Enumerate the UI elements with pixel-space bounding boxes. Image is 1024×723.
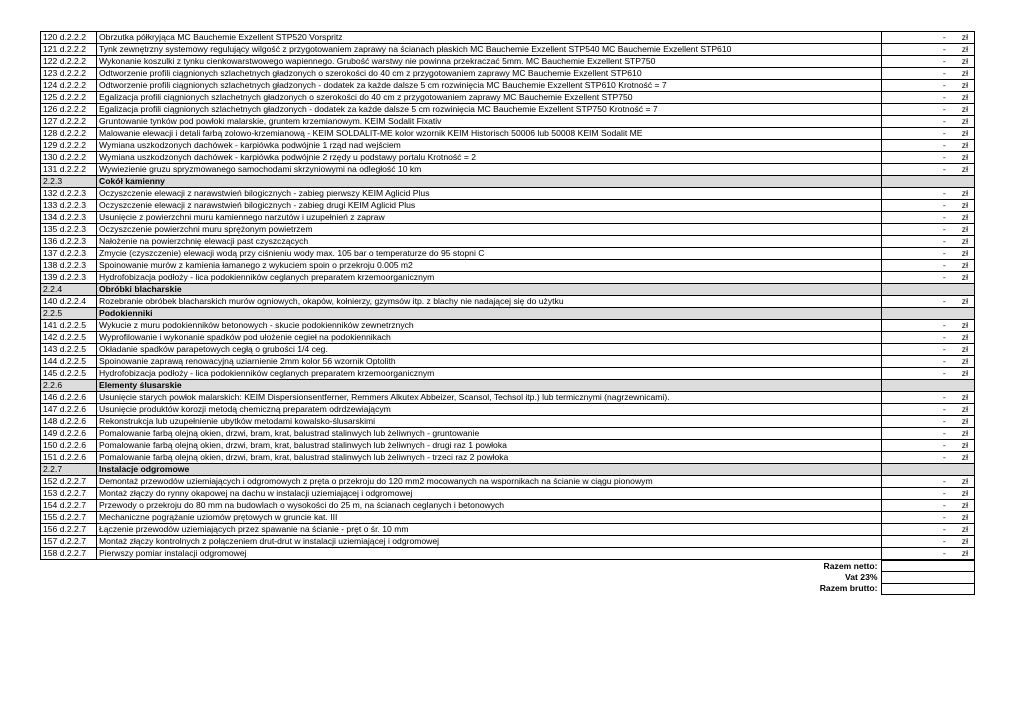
price-cell (882, 32, 975, 44)
price-cell (882, 152, 975, 164)
section-title: Cokół kamienny (97, 176, 882, 188)
price-value: - (942, 260, 946, 270)
price-value: - (942, 404, 946, 414)
price-cell (882, 512, 975, 524)
table-row (41, 512, 975, 524)
currency-label: zł (961, 32, 968, 42)
item-description: Hydrofobizacja podłoży - lica podokienników ceglanych preparatem krzemoorganicznym (97, 368, 882, 380)
table-row (41, 344, 975, 356)
price-cell (882, 188, 975, 200)
section-price-cell (882, 284, 975, 296)
price-cell (882, 320, 975, 332)
item-number: 129 d.2.2.2 (41, 140, 97, 152)
table-row (41, 56, 975, 68)
price-cell (882, 500, 975, 512)
item-description: Obrzutka półkryjąca MC Bauchemie Exzellent STP520 Vorspritz (97, 32, 882, 44)
price-value: - (942, 164, 946, 174)
section-title: Instalacje odgromowe (97, 464, 882, 476)
currency-label: zł (961, 524, 968, 534)
item-description: Okładanie spadków parapetowych cegłą o grubości 1/4 ceg. (97, 344, 882, 356)
price-cell (882, 236, 975, 248)
table-row (41, 224, 975, 236)
table-row (41, 404, 975, 416)
price-value: - (942, 368, 946, 378)
currency-label: zł (961, 428, 968, 438)
item-description: Wymiana uszkodzonych dachówek - karpiówka podwójnie 1 rząd nad wejściem (97, 140, 882, 152)
cost-estimate-sheet (40, 31, 974, 594)
price-cell (882, 536, 975, 548)
table-row (41, 212, 975, 224)
item-number: 147 d.2.2.6 (41, 404, 97, 416)
table-row (41, 164, 975, 176)
item-description: Egalizacja profili ciągnionych szlachetnych gładzonych o szerokości do 40 cm z przygotowaniem zaprawy MC Bauchemie Exzellent STP750 (97, 92, 882, 104)
currency-label: zł (961, 92, 968, 102)
currency-label: zł (961, 500, 968, 510)
price-cell (882, 212, 975, 224)
price-cell (882, 404, 975, 416)
table-row (41, 236, 975, 248)
price-cell (882, 488, 975, 500)
item-number: 151 d.2.2.6 (41, 452, 97, 464)
item-description: Pierwszy pomiar instalacji odgromowej (97, 548, 882, 560)
item-description: Egalizacja profili ciągnionych szlachetnych gładzonych - dodatek za każde dalsze 5 cm rozwinięcia MC Bauchemie Exzellent STP750 Krotność = 7 (97, 104, 882, 116)
price-value: - (942, 92, 946, 102)
table-row (41, 488, 975, 500)
item-number: 135 d.2.2.3 (41, 224, 97, 236)
price-value: - (942, 152, 946, 162)
price-value: - (942, 524, 946, 534)
price-cell (882, 128, 975, 140)
currency-label: zł (961, 56, 968, 66)
price-cell (882, 452, 975, 464)
item-description: Łączenie przewodów uziemiających przez spawanie na ścianie - pręt o śr. 10 mm (97, 524, 882, 536)
table-row (41, 536, 975, 548)
price-value: - (942, 32, 946, 42)
table-row (41, 320, 975, 332)
price-value: - (942, 488, 946, 498)
table-row (41, 44, 975, 56)
item-description: Montaż złączy do rynny okapowej na dachu w instalacji uziemiającej i odgromowej (97, 488, 882, 500)
item-description: Zmycie (czyszczenie) elewacji wodą przy ciśnieniu wody max. 105 bar o temperaturze do 95 stopni C (97, 248, 882, 260)
price-value: - (942, 416, 946, 426)
price-cell (882, 44, 975, 56)
totals-label: Vat 23% (845, 572, 878, 583)
currency-label: zł (961, 212, 968, 222)
item-number: 145 d.2.2.5 (41, 368, 97, 380)
price-value: - (942, 440, 946, 450)
currency-label: zł (961, 368, 968, 378)
price-value: - (942, 296, 946, 306)
price-cell (882, 416, 975, 428)
price-cell (882, 476, 975, 488)
price-cell (882, 368, 975, 380)
item-number: 142 d.2.2.5 (41, 332, 97, 344)
section-price-cell (882, 464, 975, 476)
item-number: 132 d.2.2.3 (41, 188, 97, 200)
item-description: Tynk zewnętrzny systemowy regulujący wilgość z przygotowaniem zaprawy na ścianach płaskich MC Bauchemie Exzellent STP540 MC Bauchemie Exzellent STP610 (97, 44, 882, 56)
price-value: - (942, 104, 946, 114)
currency-label: zł (961, 476, 968, 486)
item-number: 150 d.2.2.6 (41, 440, 97, 452)
section-row (41, 380, 975, 392)
currency-label: zł (961, 248, 968, 258)
price-value: - (942, 512, 946, 522)
table-row (41, 260, 975, 272)
price-cell (882, 272, 975, 284)
item-number: 120 d.2.2.2 (41, 32, 97, 44)
table-row (41, 368, 975, 380)
currency-label: zł (961, 296, 968, 306)
item-number: 123 d.2.2.2 (41, 68, 97, 80)
table-row (41, 548, 975, 560)
item-number: 154 d.2.2.7 (41, 500, 97, 512)
table-row (41, 128, 975, 140)
cost-estimate-table (40, 31, 975, 560)
currency-label: zł (961, 344, 968, 354)
table-row (41, 188, 975, 200)
price-cell (882, 224, 975, 236)
item-description: Odtworzenie profili ciągnionych szlachetnych gładzonych o szerokości do 40 cm z przygotowaniem zaprawy MC Bauchemie Exzellent STP610 (97, 68, 882, 80)
totals-row (40, 583, 974, 594)
item-number: 149 d.2.2.6 (41, 428, 97, 440)
item-description: Nałożenie na powierzchnię elewacji past czyszczących (97, 236, 882, 248)
item-number: 153 d.2.2.7 (41, 488, 97, 500)
price-value: - (942, 128, 946, 138)
currency-label: zł (961, 44, 968, 54)
section-row (41, 176, 975, 188)
price-cell (882, 392, 975, 404)
price-cell (882, 248, 975, 260)
item-number: 121 d.2.2.2 (41, 44, 97, 56)
item-number: 138 d.2.2.3 (41, 260, 97, 272)
currency-label: zł (961, 104, 968, 114)
table-row (41, 476, 975, 488)
price-cell (882, 200, 975, 212)
price-value: - (942, 548, 946, 558)
price-cell (882, 356, 975, 368)
item-description: Oczyszczenie powierzchni muru sprężonym powietrzem (97, 224, 882, 236)
table-row (41, 104, 975, 116)
table-row (41, 524, 975, 536)
currency-label: zł (961, 140, 968, 150)
totals-row (40, 561, 974, 572)
currency-label: zł (961, 272, 968, 282)
price-cell (882, 116, 975, 128)
section-row (41, 308, 975, 320)
price-value: - (942, 272, 946, 282)
item-description: Wykucie z muru podokienników betonowych - skucie podokienników zewnetrznych (97, 320, 882, 332)
item-description: Spoinowanie zaprawą renowacyjną uziarnienie 2mm kolor 56 wzornik Optolith (97, 356, 882, 368)
price-cell (882, 548, 975, 560)
section-number: 2.2.7 (41, 464, 97, 476)
table-row (41, 92, 975, 104)
item-description: Usunięcie z powierzchni muru kamiennego narzutów i uzupełnień z zapraw (97, 212, 882, 224)
section-price-cell (882, 308, 975, 320)
item-description: Malowanie elewacji i detali farbą zolowo-krzemianową - KEIM SOLDALIT-ME kolor wzornik KEIM Historisch 50006 lub 50008 KEIM Sodalit ME (97, 128, 882, 140)
price-cell (882, 80, 975, 92)
price-value: - (942, 536, 946, 546)
price-value: - (942, 188, 946, 198)
section-number: 2.2.6 (41, 380, 97, 392)
item-description: Pomalowanie farbą olejną okien, drzwi, bram, krat, balustrad stalinwych lub żeliwnych - drugi raz 1 powłoka (97, 440, 882, 452)
section-title: Elementy ślusarskie (97, 380, 882, 392)
currency-label: zł (961, 452, 968, 462)
totals-value-box (881, 583, 974, 594)
currency-label: zł (961, 356, 968, 366)
price-value: - (942, 236, 946, 246)
item-number: 140 d.2.2.4 (41, 296, 97, 308)
table-row (41, 500, 975, 512)
item-number: 139 d.2.2.3 (41, 272, 97, 284)
price-value: - (942, 344, 946, 354)
item-number: 131 d.2.2.2 (41, 164, 97, 176)
price-cell (882, 332, 975, 344)
price-value: - (942, 224, 946, 234)
item-description: Spoinowanie murów z kamienia łamanego z wykuciem spoin o przekroju 0.005 m2 (97, 260, 882, 272)
price-cell (882, 428, 975, 440)
totals-label: Razem netto: (823, 560, 878, 571)
table-row (41, 152, 975, 164)
price-value: - (942, 44, 946, 54)
price-cell (882, 524, 975, 536)
item-number: 136 d.2.2.3 (41, 236, 97, 248)
item-description: Pomalowanie farbą olejną okien, drzwi, bram, krat, balustrad stalinwych lub żeliwnych - gruntowanie (97, 428, 882, 440)
price-cell (882, 68, 975, 80)
section-title: Podokienniki (97, 308, 882, 320)
table-row (41, 356, 975, 368)
price-value: - (942, 56, 946, 66)
currency-label: zł (961, 164, 968, 174)
item-number: 125 d.2.2.2 (41, 92, 97, 104)
price-cell (882, 140, 975, 152)
item-description: Odtworzenie profili ciągnionych szlachetnych gładzonych - dodatek za każde dalsze 5 cm rozwinięcia MC Bauchemie Exzellent STP610 Krotność = 7 (97, 80, 882, 92)
section-price-cell (882, 380, 975, 392)
currency-label: zł (961, 236, 968, 246)
item-description: Wymiana uszkodzonych dachówek - karpiówka podwójnie 2 rzędy u podstawy portalu Krotność = 2 (97, 152, 882, 164)
table-row (41, 392, 975, 404)
item-number: 141 d.2.2.5 (41, 320, 97, 332)
item-number: 133 d.2.2.3 (41, 200, 97, 212)
table-row (41, 80, 975, 92)
price-value: - (942, 392, 946, 402)
price-value: - (942, 212, 946, 222)
item-number: 127 d.2.2.2 (41, 116, 97, 128)
item-number: 143 d.2.2.5 (41, 344, 97, 356)
table-row (41, 68, 975, 80)
price-cell (882, 344, 975, 356)
currency-label: zł (961, 188, 968, 198)
currency-label: zł (961, 512, 968, 522)
price-value: - (942, 80, 946, 90)
price-cell (882, 260, 975, 272)
currency-label: zł (961, 128, 968, 138)
table-row (41, 296, 975, 308)
section-row (41, 284, 975, 296)
price-value: - (942, 140, 946, 150)
currency-label: zł (961, 416, 968, 426)
currency-label: zł (961, 200, 968, 210)
price-cell (882, 104, 975, 116)
item-description: Wywiezienie gruzu spryzmowanego samochodami skrzyniowymi na odległość 10 km (97, 164, 882, 176)
item-number: 128 d.2.2.2 (41, 128, 97, 140)
price-value: - (942, 116, 946, 126)
item-description: Pomalowanie farbą olejną okien, drzwi, bram, krat, balustrad stalinwych lub żeliwnych - trzeci raz 2 powłoka (97, 452, 882, 464)
section-price-cell (882, 176, 975, 188)
section-row (41, 464, 975, 476)
item-number: 144 d.2.2.5 (41, 356, 97, 368)
item-description: Demontaż przewodów uziemiających i odgromowych z pręta o przekroju do 120 mm2 mocowanych na wspornikach na ścianie w ciągu pionowym (97, 476, 882, 488)
section-number: 2.2.4 (41, 284, 97, 296)
price-value: - (942, 452, 946, 462)
totals-row (40, 572, 974, 583)
item-number: 126 d.2.2.2 (41, 104, 97, 116)
currency-label: zł (961, 332, 968, 342)
item-description: Rekonstrukcja lub uzupełnienie ubytków metodami kowalsko-ślusarskimi (97, 416, 882, 428)
item-number: 124 d.2.2.2 (41, 80, 97, 92)
table-row (41, 416, 975, 428)
price-value: - (942, 248, 946, 258)
table-row (41, 116, 975, 128)
currency-label: zł (961, 392, 968, 402)
item-number: 146 d.2.2.6 (41, 392, 97, 404)
item-description: Rozebranie obróbek blacharskich murów ogniowych, okapów, kołnierzy, gzymsów itp. z blachy nie nadającej się do użytku (97, 296, 882, 308)
item-number: 155 d.2.2.7 (41, 512, 97, 524)
currency-label: zł (961, 260, 968, 270)
item-number: 158 d.2.2.7 (41, 548, 97, 560)
currency-label: zł (961, 548, 968, 558)
price-cell (882, 56, 975, 68)
item-number: 152 d.2.2.7 (41, 476, 97, 488)
section-number: 2.2.5 (41, 308, 97, 320)
price-value: - (942, 476, 946, 486)
currency-label: zł (961, 488, 968, 498)
currency-label: zł (961, 152, 968, 162)
totals-value-box (881, 572, 974, 583)
price-value: - (942, 320, 946, 330)
totals-label: Razem brutto: (819, 583, 878, 594)
item-description: Hydrofobizacja podłoży - lica podokienników ceglanych preparatem krzemoorganicznym (97, 272, 882, 284)
price-value: - (942, 332, 946, 342)
price-value: - (942, 356, 946, 366)
table-row (41, 32, 975, 44)
item-description: Oczyszczenie elewacji z narawstwień bilogicznych - zabieg drugi KEIM Aglicid Plus (97, 200, 882, 212)
price-cell (882, 164, 975, 176)
currency-label: zł (961, 404, 968, 414)
table-row (41, 272, 975, 284)
totals-value-box (881, 561, 974, 572)
price-value: - (942, 428, 946, 438)
currency-label: zł (961, 68, 968, 78)
table-row (41, 200, 975, 212)
section-number: 2.2.3 (41, 176, 97, 188)
table-row (41, 428, 975, 440)
price-cell (882, 296, 975, 308)
item-number: 134 d.2.2.3 (41, 212, 97, 224)
item-description: Przewody o przekroju do 80 mm na budowlach o wysokości do 25 m, na ścianach ceglanych i betonowych (97, 500, 882, 512)
item-number: 148 d.2.2.6 (41, 416, 97, 428)
currency-label: zł (961, 320, 968, 330)
price-cell (882, 440, 975, 452)
item-description: Wykonanie koszulki z tynku cienkowarstwowego wapiennego. Grubość warstwy nie powinna przekraczać 5mm. MC Bauchemie Exzellent STP750 (97, 56, 882, 68)
currency-label: zł (961, 440, 968, 450)
item-description: Oczyszczenie elewacji z narawstwień bilogicznych - zabieg pierwszy KEIM Aglicid Plus (97, 188, 882, 200)
item-description: Mechaniczne pogrążanie uziomów prętowych w gruncie kat. III (97, 512, 882, 524)
item-number: 157 d.2.2.7 (41, 536, 97, 548)
item-description: Usunięcie produktów korozji metodą chemiczną preparatem odrdzewiającym (97, 404, 882, 416)
item-number: 156 d.2.2.7 (41, 524, 97, 536)
item-description: Wyprofilowanie i wykonanie spadków pod ułożenie cegieł na podokiennikach (97, 332, 882, 344)
item-number: 130 d.2.2.2 (41, 152, 97, 164)
section-title: Obróbki blacharskie (97, 284, 882, 296)
table-row (41, 452, 975, 464)
totals-table (40, 560, 975, 595)
item-description: Montaż złączy kontrolnych z połączeniem drut-drut w instalacji uziemiającej i odgromowej (97, 536, 882, 548)
item-number: 122 d.2.2.2 (41, 56, 97, 68)
item-number: 137 d.2.2.3 (41, 248, 97, 260)
currency-label: zł (961, 536, 968, 546)
table-row (41, 140, 975, 152)
price-cell (882, 92, 975, 104)
currency-label: zł (961, 224, 968, 234)
table-row (41, 440, 975, 452)
item-description: Usunięcie starych powłok malarskich: KEIM Dispersionsentferner, Remmers Alkutex Abbeizer, Scansol, Techsol itp.) lub termicznymi (nagrzewnicami). (97, 392, 882, 404)
item-description: Gruntowanie tynków pod powłoki malarskie, gruntem krzemianowym. KEIM Sodalit Fixativ (97, 116, 882, 128)
table-row (41, 332, 975, 344)
currency-label: zł (961, 116, 968, 126)
price-value: - (942, 500, 946, 510)
currency-label: zł (961, 80, 968, 90)
price-value: - (942, 68, 946, 78)
table-row (41, 248, 975, 260)
price-value: - (942, 200, 946, 210)
